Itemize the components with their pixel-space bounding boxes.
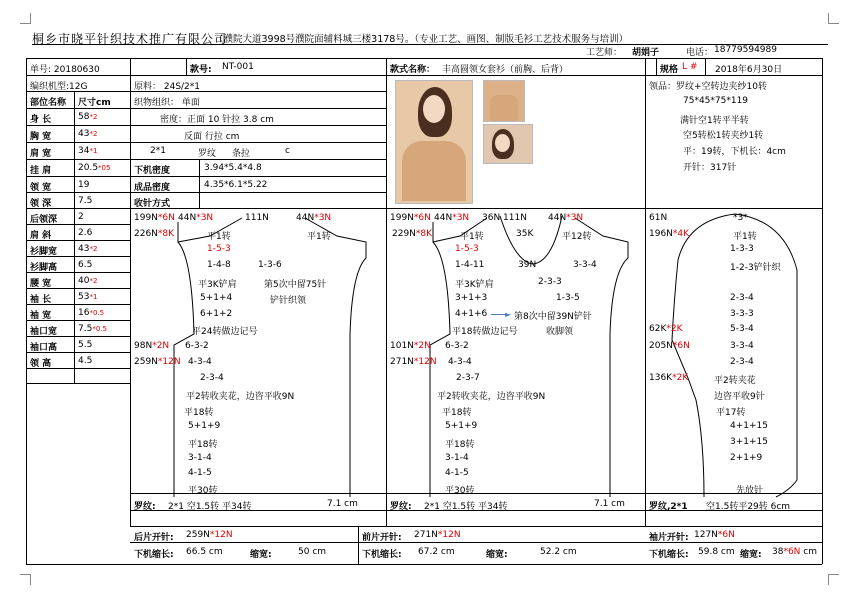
style-name-label: 款式名称： xyxy=(390,65,436,75)
sleeve-s5: 5-3-4 xyxy=(730,324,754,334)
front-s3: 平3K铲肩 xyxy=(455,280,494,290)
measure-value: 16*0.5 xyxy=(78,308,105,318)
back-top-3: 111N xyxy=(245,213,269,223)
sleeve-s9: 边咨平收9针 xyxy=(714,392,765,402)
sleeve-left-62: 62K*2K xyxy=(649,324,683,334)
density-line-2: 反面 行拉 cm xyxy=(184,132,240,142)
measure-name: 袖口宽 xyxy=(30,327,58,337)
front-p35: 35K xyxy=(516,229,534,239)
style-name: 丰高圆领女套衫（前胸、后背） xyxy=(442,65,569,75)
front-shrink-label: 缩宽: xyxy=(486,550,508,560)
company-name: 桐乡市晓平针织技术推广有限公司 xyxy=(32,32,228,46)
machine-density-label: 下机密度 xyxy=(134,166,171,176)
collar-line-3: 满针空1转平半转 xyxy=(680,116,749,126)
measure-name: 衫脚宽 xyxy=(30,247,58,257)
density-line-3a: 2*1 xyxy=(150,146,166,156)
measure-name: 后领深 xyxy=(30,215,58,225)
front-s2c: 3-3-4 xyxy=(573,260,597,270)
back-rib-label: 罗纹: xyxy=(134,502,156,512)
measure-name: 胸 宽 xyxy=(30,132,52,142)
style-no: NT-001 xyxy=(222,62,254,72)
sleeve-s11: 4+1+15 xyxy=(730,421,768,431)
measure-value: 19 xyxy=(78,180,90,190)
front-open-label: 前片开针: xyxy=(362,533,402,543)
measure-value: 43*2 xyxy=(78,129,98,139)
back-open-label: 后片开针: xyxy=(134,533,174,543)
sleeve-shrink-value: 38*6N cm xyxy=(772,547,818,557)
back-s13: 平2转收夹花，边咨平收9N xyxy=(186,392,295,402)
measure-name: 袖口高 xyxy=(30,343,58,353)
sleeve-s14: 先放针 xyxy=(736,486,764,496)
measure-name: 领 高 xyxy=(30,359,52,369)
front-s6b: 收脚领 xyxy=(546,327,574,337)
date: 2018年6月30日 xyxy=(715,65,783,75)
sleeve-s6: 3-3-4 xyxy=(730,341,754,351)
back-rib-length: 7.1 cm xyxy=(327,499,358,509)
company-address: （濮院大道3998号濮院面辅料城三楼3178号。（专业工艺、画图、制版毛衫工艺技术服务与培训） xyxy=(214,34,629,45)
back-s9: 平24转做边记号 xyxy=(192,327,258,337)
back-top-2: 44N*3N xyxy=(178,213,214,223)
sleeve-s2: 1-2-3铲针织 xyxy=(730,263,781,273)
sleeve-s4: 3-3-3 xyxy=(730,309,754,319)
machine-density: 3.94*5.4*4.8 xyxy=(204,163,262,173)
front-top-4: 44N*3N xyxy=(548,213,584,223)
density-line-1: 密度：正面 10 针拉 3.8 cm xyxy=(160,115,274,125)
part-name-header: 部位名称 xyxy=(30,98,67,108)
finished-density: 4.35*6.1*5.22 xyxy=(204,180,268,190)
sleeve-rib: 空1.5转平29转 6cm xyxy=(706,502,791,512)
front-s4b: 1-3-5 xyxy=(556,293,580,303)
front-s10: 平2转收夹花，边咨平收9N xyxy=(437,392,546,402)
front-s9: 2-3-7 xyxy=(456,373,480,383)
measure-value: 6.5 xyxy=(78,260,93,270)
back-top-4: 44N*3N xyxy=(296,213,332,223)
back-shrink-value: 50 cm xyxy=(298,547,327,557)
sleeve-top-1: 61N xyxy=(649,213,668,223)
front-top-1: 199N*6N xyxy=(390,213,431,223)
sleeve-top-2: *3* xyxy=(733,213,748,223)
back-length-value: 66.5 cm xyxy=(186,547,223,557)
measure-name: 领 宽 xyxy=(30,183,52,193)
measure-name: 袖 长 xyxy=(30,295,52,305)
back-open-value: 259N*12N xyxy=(186,530,233,540)
back-s4: 平3K铲肩 xyxy=(198,280,237,290)
front-rib-length: 7.1 cm xyxy=(594,499,625,509)
weave-type: 织物组织： 单面 xyxy=(134,98,200,108)
front-top-3: 36N 111N xyxy=(482,213,527,223)
phone-label: 电话： xyxy=(686,48,714,58)
back-top-1: 199N*6N xyxy=(134,213,175,223)
collar-line-5: 平：19转，下机长：4cm xyxy=(683,147,786,157)
measure-name: 袖 宽 xyxy=(30,311,52,321)
size-header: 尺寸cm xyxy=(78,98,111,108)
sleeve-open-value: 127N*6N xyxy=(694,530,735,540)
measure-value: 7.5*0.5 xyxy=(78,324,107,334)
sleeve-open-label: 袖片开针: xyxy=(649,533,689,543)
measure-value: 2.6 xyxy=(78,228,93,238)
back-s15: 5+1+9 xyxy=(188,421,221,431)
front-s1: 1-5-3 xyxy=(455,244,479,254)
measure-value: 53*1 xyxy=(78,292,98,302)
measure-value: 2 xyxy=(78,212,84,222)
measure-value: 40*2 xyxy=(78,276,98,286)
measure-value: 7.5 xyxy=(78,196,93,206)
back-s17: 3-1-4 xyxy=(188,453,212,463)
front-top-2: 44N*3N xyxy=(434,213,470,223)
front-length-label: 下机缩长: xyxy=(362,550,402,560)
measure-name: 身 长 xyxy=(30,115,52,125)
measure-value: 5.5 xyxy=(78,340,93,350)
measure-name: 衫脚高 xyxy=(30,263,58,273)
front-p1: 平1转 xyxy=(460,232,484,242)
density-line-3d: c xyxy=(285,146,290,156)
yarn: 原料： 24S/2*1 xyxy=(134,82,201,92)
front-left-101: 101N*2N xyxy=(390,341,431,351)
finishing-label: 收针方式 xyxy=(134,199,171,209)
back-s18: 4-1-5 xyxy=(188,468,212,478)
front-s5b: 第8次中留39N铲针 xyxy=(514,312,592,322)
back-s16: 平18转 xyxy=(188,440,218,450)
front-s2b: 39N xyxy=(518,260,537,270)
back-s2: 1-4-8 xyxy=(207,260,231,270)
measure-name: 肩 斜 xyxy=(30,231,52,241)
front-s8: 4-3-4 xyxy=(448,357,472,367)
back-s5: 第5次中留75针 xyxy=(264,280,327,290)
back-s14: 平18转 xyxy=(184,408,214,418)
front-s2: 1-4-11 xyxy=(455,260,485,270)
front-rib: 2*1 空1.5转 平34转 xyxy=(424,502,508,512)
sleeve-width: 196N*4K xyxy=(649,229,690,239)
back-s11: 4-3-4 xyxy=(188,357,212,367)
sleeve-left-205: 205N*6N xyxy=(649,341,690,351)
sleeve-p1: 平1转 xyxy=(733,232,757,242)
back-rib: 2*1 空1.5转 平34转 xyxy=(168,502,252,512)
sleeve-length-value: 59.8 cm xyxy=(698,547,735,557)
back-s7: 铲针织领 xyxy=(270,296,307,306)
machine-type: 编织机型:12G xyxy=(30,82,88,92)
front-rib-label: 罗纹: xyxy=(390,502,412,512)
back-s10: 6-3-2 xyxy=(185,341,209,351)
sleeve-s10: 平17转 xyxy=(716,408,746,418)
sleeve-shrink-label: 缩宽: xyxy=(740,550,762,560)
back-s19: 平30转 xyxy=(188,486,218,496)
back-s6: 5+1+4 xyxy=(200,293,233,303)
measure-name: 挂 肩 xyxy=(30,166,52,176)
finished-density-label: 成品密度 xyxy=(134,183,171,193)
front-s7: 6-3-2 xyxy=(445,341,469,351)
back-p2: 平1转 xyxy=(307,232,331,242)
back-left-259: 259N*12N xyxy=(134,357,181,367)
sleeve-s7: 2-3-4 xyxy=(730,357,754,367)
style-no-label: 款号: xyxy=(190,65,212,75)
front-open-value: 271N*12N xyxy=(414,530,461,540)
sleeve-length-label: 下机缩长: xyxy=(649,550,689,560)
measure-value: 34*1 xyxy=(78,146,98,156)
front-s12: 5+1+9 xyxy=(445,421,478,431)
front-s13: 平18转 xyxy=(445,440,475,450)
front-s3b: 2-3-3 xyxy=(538,277,562,287)
back-left-98: 98N*2N xyxy=(134,341,170,351)
density-line-3c: 条拉 xyxy=(232,149,251,159)
sleeve-s1: 1-3-3 xyxy=(730,244,754,254)
front-s15: 4-1-5 xyxy=(445,468,469,478)
front-s4: 3+1+3 xyxy=(455,293,488,303)
collar-line-6: 开针：317针 xyxy=(683,163,737,173)
front-p2: 平12转 xyxy=(562,232,592,242)
craftsman-name: 胡娟子 xyxy=(632,48,660,58)
measure-value: 58*2 xyxy=(78,112,98,122)
front-shrink-value: 52.2 cm xyxy=(540,547,577,557)
measure-value: 20.5*05 xyxy=(78,163,111,173)
craftsman-label: 工艺师： xyxy=(586,48,623,58)
front-s5: 4+1+6 xyxy=(455,309,488,319)
collar-line-2: 75*45*75*119 xyxy=(683,96,749,106)
back-s8: 6+1+2 xyxy=(200,309,233,319)
front-s6: 平18转做边记号 xyxy=(452,327,518,337)
sleeve-s12: 3+1+15 xyxy=(730,437,768,447)
spec-label: 规格 xyxy=(660,65,679,75)
sleeve-rib-label: 罗纹,2*1 xyxy=(649,502,688,512)
sleeve-left-136: 136K*2K xyxy=(649,373,689,383)
back-s3: 1-3-6 xyxy=(258,260,282,270)
back-p1: 平1转 xyxy=(207,232,231,242)
back-width: 226N*8K xyxy=(134,229,175,239)
measure-value: 43*2 xyxy=(78,244,98,254)
front-length-value: 67.2 cm xyxy=(418,547,455,557)
front-s11: 平18转 xyxy=(442,408,472,418)
order-number: 单号: 20180630 xyxy=(30,65,100,75)
measure-name: 腰 宽 xyxy=(30,279,52,289)
back-s12: 2-3-4 xyxy=(200,373,224,383)
back-length-label: 下机缩长: xyxy=(134,550,174,560)
collar-line-4: 空5转松1转夹纱1转 xyxy=(683,131,764,141)
back-s1: 1-5-3 xyxy=(207,244,231,254)
measure-name: 领 深 xyxy=(30,199,52,209)
density-line-3b: 罗纹 xyxy=(198,149,217,159)
sleeve-s13: 2+1+9 xyxy=(730,453,763,463)
front-s14: 3-1-4 xyxy=(445,453,469,463)
spec-value: L # xyxy=(682,62,698,72)
front-left-271: 271N*12N xyxy=(390,357,437,367)
measure-name: 肩 宽 xyxy=(30,149,52,159)
phone-number: 18779594989 xyxy=(714,45,777,55)
front-width: 229N*8K xyxy=(392,229,433,239)
sleeve-s8: 平2转夹花 xyxy=(714,376,756,386)
measure-value: 4.5 xyxy=(78,356,93,366)
collar-line-1: 领品：罗纹+空转边夹纱10转 xyxy=(649,82,767,92)
sleeve-s3: 2-3-4 xyxy=(730,293,754,303)
back-shrink-label: 缩宽: xyxy=(250,550,272,560)
front-s16: 平30转 xyxy=(445,486,475,496)
